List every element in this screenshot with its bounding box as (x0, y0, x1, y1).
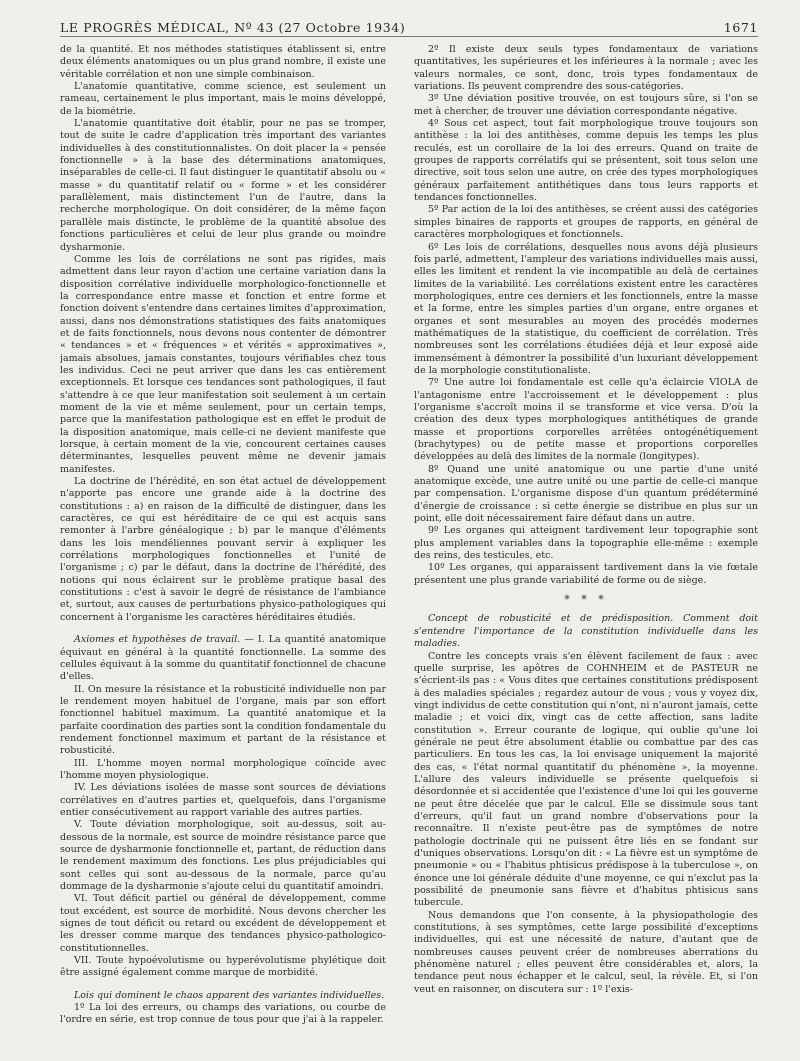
page-number: 1671 (723, 20, 758, 35)
axiom-item: — I. La quantité anatomique équivaut en général à la quantité fonctionnelle. La somme des cellules équivaut à la somme du quantitatif fonctionnel de chacune d'elles. (60, 634, 386, 683)
section-separator: * * * (564, 593, 608, 607)
axiom-item: IV. Les déviations isolées de masse sont sources de déviations corrélatives en d'autres parties et, quelquefois, dans l'organisme entier consécutivement au rapport variable des autres parties. (60, 782, 386, 818)
laws-title: Lois qui dominent le chaos apparent des variantes individuelles. (74, 989, 385, 1001)
left-column (60, 44, 386, 1054)
paragraph: Contre les concepts vrais s'en élèvent facilement de faux : avec quelle surprise, les apôtres de COHNHEIM et de PASTEUR ne s'écrient-ils pas : « Vous dites que certaines constitutions prédisposent à des maladies spéciales ; regardez autour de vous ; vous y voyez dix, vingt individus de cette constitution qui n'ont, ni n'auront jamais, cette maladie ; et voici dix, vingt cas de cette affection, sans ladite constitution ». Erreur courante de logique, qui oublie qu'une loi générale ne peut être absolument établie ou combattue par des cas particuliers. En tous les cas, la loi envisage uniquement la majorité des cas, « l'état normal quantitatif du phénomène », la moyenne. L'allure des valeurs individuelle se présente quelquefois si désordonnée et si accidentée que l'existence d'une loi qui les gouverne ne peut être décelée que par le calcul. Elle se dissimule sous tant d'erreurs, qu'il faut un grand nombre d'observations pour la reconnaître. Il n'existe peut-être pas de symptômes de notre pathologie doctrinale qui ne puissent être liés en se fondant sur d'uniques observations. Lorsqu'on dit : « La fièvre est un symptôme de pneumonie » ou « l'habitus phtisicus prédispose à la tuberculose », on énonce une loi générale déduite d'une moyenne, ce qui n'exclut pas la possibilité de pneumonie sans fièvre et d'habitus phtisicus sans tubercule. (414, 650, 758, 909)
paragraph: L'anatomie quantitative, comme science, est seulement un rameau, certainement le plus important, mais le moins développé, de la biométrie. (60, 81, 386, 117)
law-item: 7º Une autre loi fondamentale est celle qu'a éclaircie VIOLA de l'antagonisme entre l'accroissement et le développement : plus l'organisme s'accroît moins il se transforme et vice versa. D'où la création des deux types morphologiques antithétiques de grande masse et proportions corporelles arrêtées ontogénétiquement (brachytypes) ou de petite masse et proportions corporelles développées au delà des limites de la normale (longitypes). (414, 377, 758, 463)
header-rule (60, 36, 758, 37)
law-item: 9º Les organes qui atteignent tardivement leur topographie sont plus amplement variables dans la topographie elle-même : exemple des reins, des testicules, etc. (414, 525, 758, 562)
right-column (414, 44, 758, 1054)
law-item: 3º Une déviation positive trouvée, on est toujours sûre, si l'on se met à chercher, de trouver une déviation correspondante négative. (414, 93, 758, 117)
axiom-item: III. L'homme moyen normal morphologique coïncide avec l'homme moyen physiologique. (60, 757, 386, 781)
law-item: 2º Il existe deux seuls types fondamentaux de variations quantitatives, les supérieures et les inférieures à la normale ; avec les valeurs normales, ce sont, donc, trois types fondamentaux de variations. Ils peuvent comprendre des sous-catégories. (414, 44, 758, 93)
paragraph: L'anatomie quantitative doit établir, pour ne pas se tromper, tout de suite le cadre d'application très important des variantes individuelles à des constitutionnalistes. On doit placer la « pensée fonctionnelle » à la base des déterminations anatomiques, inséparables de celle-ci. Il faut distinguer le quantitatif absolu ou « masse » du quantitatif relatif ou « forme » et les considérer parallèlement, mais distinctement l'un de l'autre, dans la recherche morphologique. On doit considérer, de la même façon parallèle mais distincte, le problème de la quantité absolue des fonctions particulières et celui de leur plus grande ou moindre dysharmonie. (60, 118, 386, 253)
axiom-item: V. Toute déviation morphologique, soit au-dessus, soit au-dessous de la normale, est source de moindre résistance parce que source de dysharmonie fonctionnelle et, partant, de réduction dans le rendement maximum des fonctions. Les plus préjudiciables qui sont celles qui sont au-dessous de la normale, parce qu'au dommage de la dysharmonie s'ajoute celui du quantitatif amoindri. (60, 819, 386, 893)
axiom-item: VI. Tout déficit partiel ou général de développement, comme tout excédent, est source de morbidité. Nous devons chercher les signes de tout déficit ou retard ou excédent de développement et les dresser comme marque des tendances physico-pathologico-constitutionnelles. (60, 893, 386, 954)
journal-title: LE PROGRÈS MÉDICAL, Nº 43 (27 Octobre 1934) (60, 20, 406, 35)
axioms-title: Axiomes et hypothèses de travail. (74, 634, 241, 646)
concept-title: Concept de robusticité et de prédisposition. Comment doit s'entendre l'importance de la constitution individuelle dans les maladies. (414, 613, 758, 650)
law-item: 4º Sous cet aspect, tout fait morphologique trouve toujours son antithèse : la loi des antithèses, comme depuis les temps les plus reculés, est un corollaire de la loi des erreurs. Quand on traite de groupes de rapports corrélatifs qui se présentent, soit tous selon une directive, soit tous selon une autre, on crée des types morphologiques généraux parfaitement antithétiques dans tous leurs rapports et tendances fonctionnelles. (414, 118, 758, 204)
law-item: 5º Par action de la loi des antithèses, se créent aussi des catégories simples binaires de rapports et groupes de rapports, en général de caractères morphologiques et fonctionnels. (414, 204, 758, 241)
law-item: 6º Les lois de corrélations, desquelles nous avons déjà plusieurs fois parlé, admettent, l'ampleur des variations individuelles mais aussi, elles les limitent et rendent la vie incompatible au delà de certaines limites de la variabilité. Les corrélations existent entre les caractères morphologiques, entre ces derniers et les fonctionnels, entre la masse et la forme, entre les simples parties d'un organe, entre organes et organes et sont mesurables au moyen des procédés modernes mathématiques de la statistique, du coefficient de corrélation. Très nombreuses sont les corrélations étudiées déjà et leur exposé aide immensément à démontrer la possibilité d'un luxuriant développement de la morphologie constitutionaliste. (414, 241, 758, 376)
paragraph: de la quantité. Et nos méthodes statistiques établissent si, entre deux éléments anatomiques ou un plus grand nombre, il existe une véritable corrélation et non une simple combinaison. (60, 44, 386, 80)
axioms-paragraph (60, 634, 386, 683)
spacer (60, 980, 386, 990)
law-item: 8º Quand une unité anatomique ou une partie d'une unité anatomique excède, une autre unité ou une partie de celle-ci manque par compensation. L'organisme dispose d'un quantum prédéterminé d'énergie de croissance : si cette énergie se distribue en plus sur un point, elle doit nécessairement faire défaut dans un autre. (414, 463, 758, 525)
axiom-item: VII. Toute hypoévolutisme ou hyperévolutisme phylétique doit être assigné également comme marque de morbidité. (60, 955, 386, 979)
law-item: 1º La loi des erreurs, ou champs des variations, ou courbe de l'ordre en série, est trop connue de tous pour que j'ai à la rappeler. (60, 1002, 386, 1026)
paragraph: La doctrine de l'hérédité, en son état actuel de développement n'apporte pas encore une grande aide à la doctrine des constitutions : a) en raison de la difficulté de distinguer, dans les caractères, ce qui est héréditaire de ce qui est acquis sans remonter à l'arbre généalogique ; b) par le manque d'éléments dans les lois mendéliennes pouvant servir à expliquer les corrélations morphologiques fonctionnelles et l'unité de l'organisme ; c) par le défaut, dans la doctrine de l'hérédité, des notions qui nous éclairent sur le problème pratique basal des constitutions : c'est à savoir le degré de résistance de l'ambiance et, surtout, aux causes de perturbations physico-pathologiques qui concernent à l'organisme les caractères héréditaires étudiés. (60, 476, 386, 623)
paragraph: Comme les lois de corrélations ne sont pas rigides, mais admettent dans leur rayon d'action une certaine variation dans la disposition corrélative individuelle morphologico-fonctionnelle et la correspondance entre masse et fonction et entre forme et fonction doivent s'entendre dans certaines limites d'approximation, aussi, dans nos démonstrations statistiques des faits anatomiques et de faits fonctionnels, nous devons nous contenter de démontrer « tendances » et « fréquences » et vérités « approximatives », jamais absolues, jamais constantes, toujours vérifiables chez tous les individus. Ceci ne peut arriver que dans les cas entièrement exceptionnels. Et lorsque ces tendances sont pathologiques, il faut s'attendre à ce que leur manifestation soit seulement à un certain moment de la vie et même seulement, pour un certain temps, parce que la manifestation pathologique est en effet le produit de la disposition anatomique, mais celle-ci ne devient manifeste que lorsque, à certain moment de la vie, concourent certaines causes déterminantes, lesquelles peuvent même ne devenir jamais manifestes. (60, 253, 386, 475)
paragraph: Nous demandons que l'on consente, à la physiopathologie des constitutions, à ses symptômes, cette large possibilité d'exceptions individuelles, qui est une nécessité de nature, d'autant que de nombreuses causes peuvent créer de nombreuses aberrations du phénomène naturel ; elles peuvent être considérables et, alors, la tendance peut nous échapper et le calcul, seul, la révèle. Et, si l'on veut en raisonner, on discutera sur : 1º l'exis- (414, 909, 758, 995)
spacer (60, 624, 386, 634)
law-item: 10º Les organes, qui apparaissent tardivement dans la vie fœtale présentent une plus grande variabilité de forme ou de siège. (414, 562, 758, 586)
axiom-item: II. On mesure la résistance et la robusticité individuelle non par le rendement moyen habituel de l'organe, mais par son effort fonctionnel habituel maximum. La quantité anatomique et la parfaite coordination des parties sont la condition fondamentale du rendement fonctionnel maximum et partant de la résistance et robusticité. (60, 683, 386, 757)
